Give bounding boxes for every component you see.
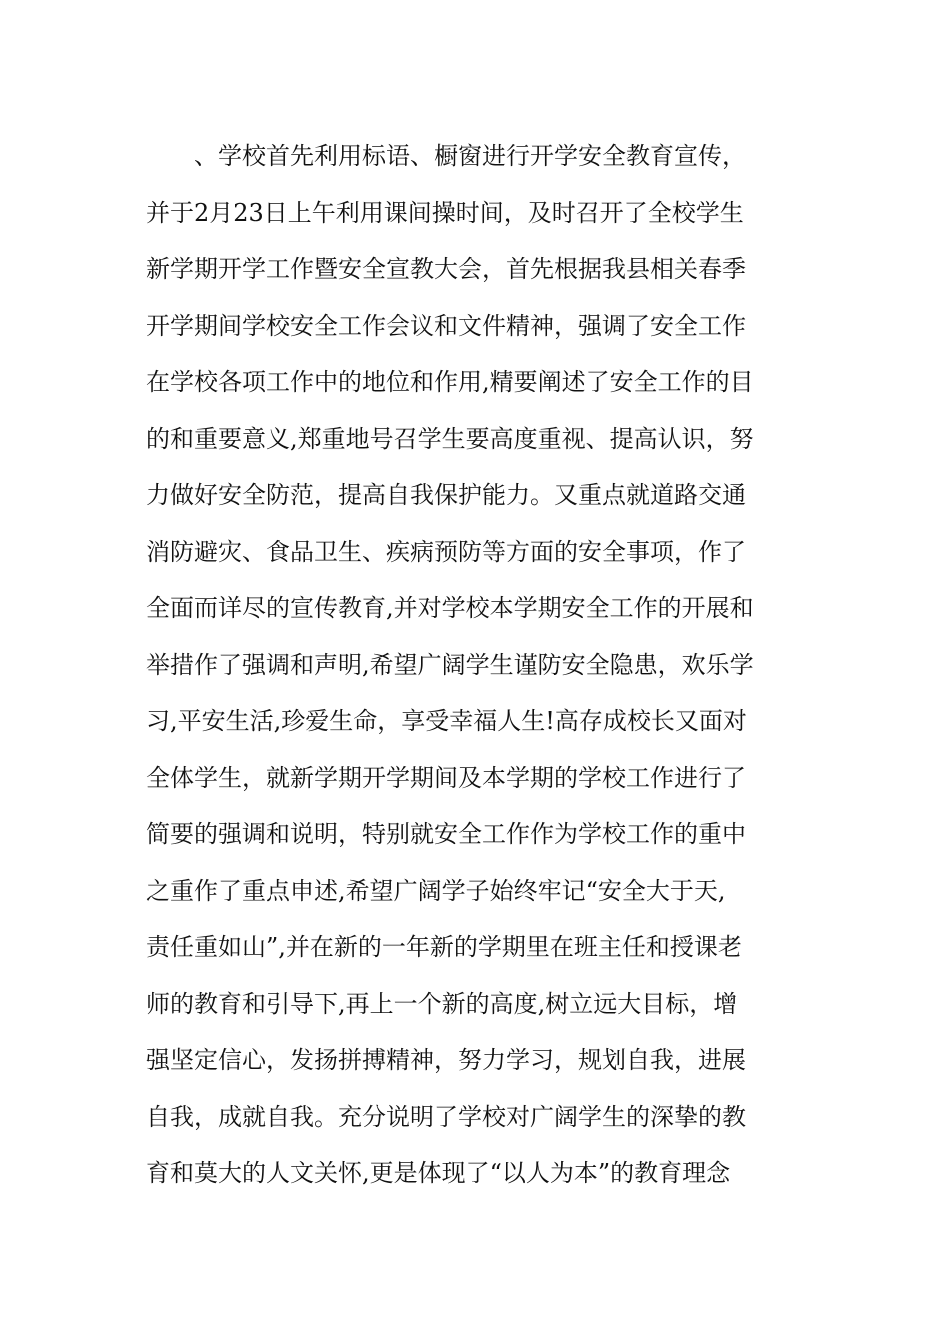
text-line-15: 责任重如山”,并在新的一年新的学期里在班主任和授课老 [146, 933, 742, 961]
text-line-9: 全面而详尽的宣传教育,并对学校本学期安全工作的开展和 [146, 594, 754, 622]
text-line-10: 举措作了强调和声明,希望广阔学生谨防安全隐患，欢乐学 [146, 650, 754, 679]
text-line-19: 育和莫大的人文关怀,更是体现了“以人为本”的教育理念 [146, 1159, 731, 1187]
text-line-18: 自我，成就自我。充分说明了学校对广阔学生的深挚的教 [146, 1102, 746, 1131]
text-line-1: 、学校首先利用标语、橱窗进行开学安全教育宣传， [194, 142, 746, 170]
text-line-3: 新学期开学工作暨安全宣教大会，首先根据我县相关春季 [146, 255, 746, 283]
text-line-4: 开学期间学校安全工作会议和文件精神，强调了安全工作 [146, 311, 746, 340]
text-line-17: 强坚定信心，发扬拼搏精神，努力学习，规划自我，进展 [146, 1046, 746, 1074]
text-line-6: 的和重要意义,郑重地号召学生要高度重视、提高认识，努 [146, 424, 754, 453]
body-paragraph [146, 128, 816, 1202]
text-line-16: 师的教育和引导下,再上一个新的高度,树立远大目标，增 [146, 989, 738, 1018]
text-line-12: 全体学生，就新学期开学期间及本学期的学校工作进行了 [146, 763, 746, 792]
text-line-5: 在学校各项工作中的地位和作用,精要阐述了安全工作的目 [146, 368, 754, 396]
text-line-2: 并于2月23日上午利用课间操时间，及时召开了全校学生 [146, 198, 744, 227]
text-line-13: 简要的强调和说明，特别就安全工作作为学校工作的重中 [146, 820, 746, 848]
text-line-8: 消防避灾、食品卫生、疾病预防等方面的安全事项，作了 [146, 537, 746, 566]
text-line-14: 之重作了重点申述,希望广阔学子始终牢记“安全大于天, [146, 876, 726, 905]
text-line-7: 力做好安全防范，提高自我保护能力。又重点就道路交通 [146, 481, 746, 509]
text-line-11: 习,平安生活,珍爱生命，享受幸福人生!高存成校长又面对 [146, 707, 747, 735]
